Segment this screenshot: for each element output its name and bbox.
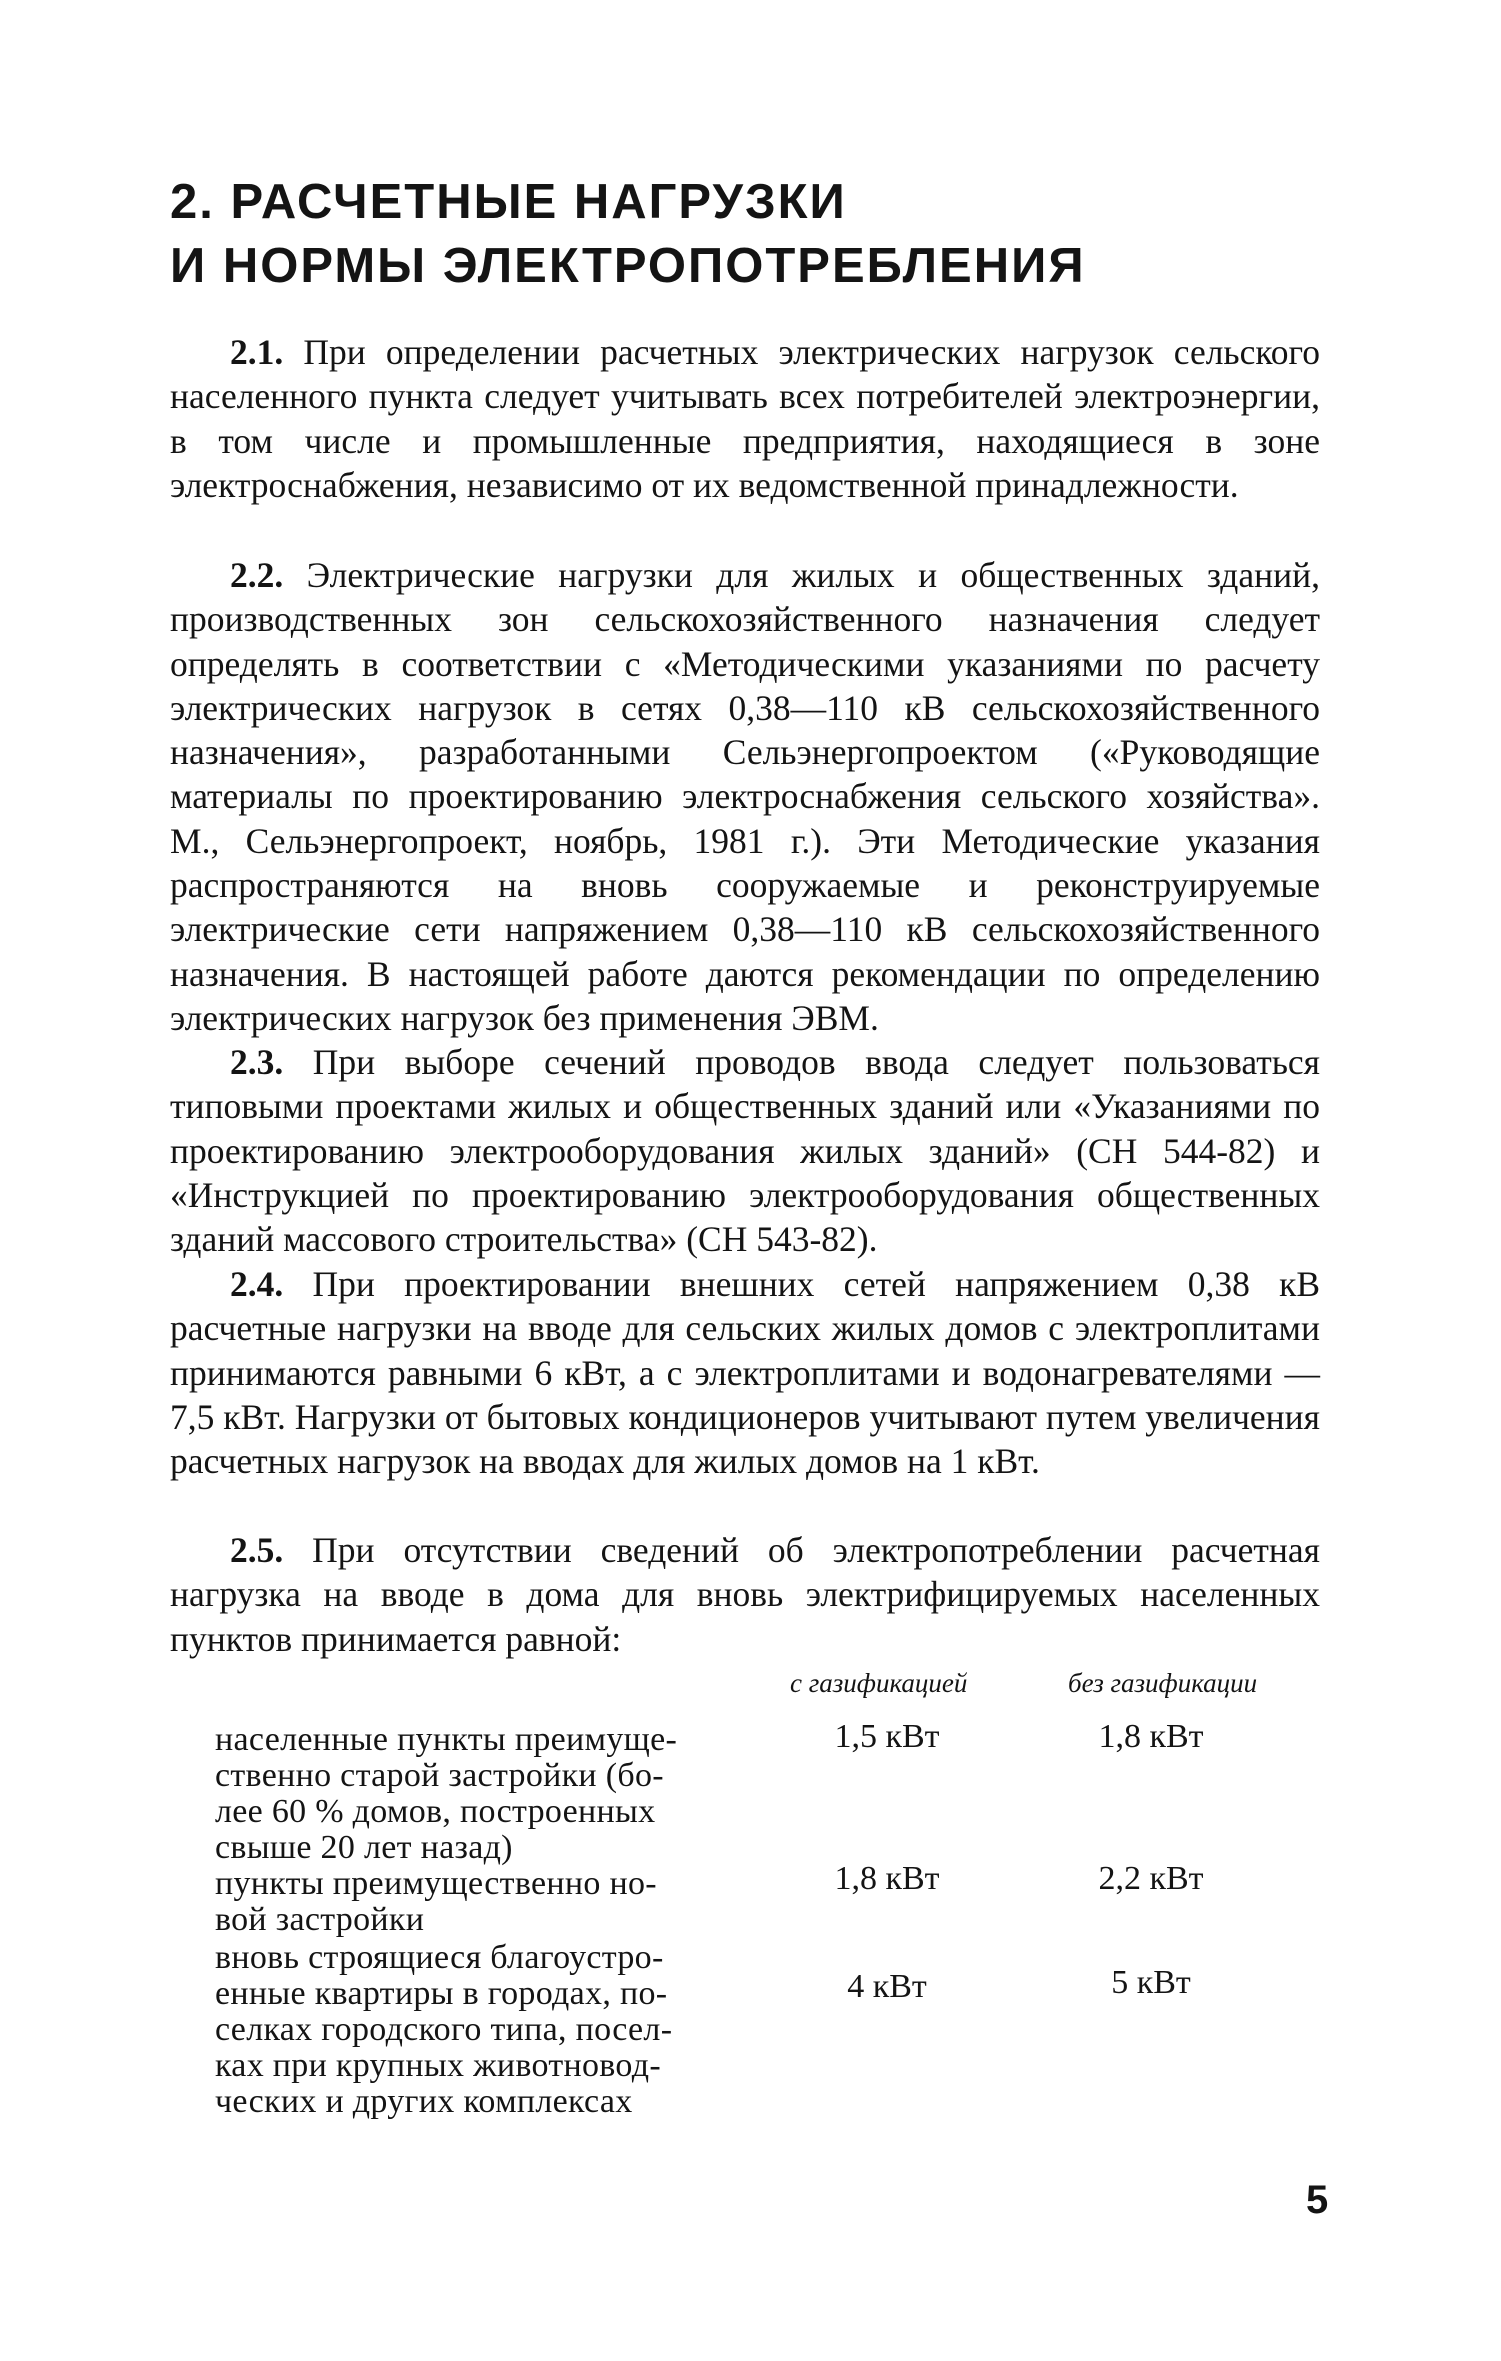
column-header-with-gas: с газификацией (790, 1668, 968, 1698)
paragraph-number: 2.3. (230, 1042, 284, 1082)
paragraph-2-4 (170, 1262, 1320, 1483)
paragraph-number: 2.1. (230, 332, 284, 372)
row-label-line: ках при крупных животновод- (215, 2047, 661, 2084)
paragraph-text: При проектировании внешних сетей напряжением 0,38 кВ расчетные нагрузки на вводе для сельских жилых домов с электроплитами принимаются равными 6 кВт, а с электроплитами и водонагревателями — 7,5 кВт. Нагрузки от бытовых кондиционеров учитывают путем увеличения расчетных нагрузок на вводах для жилых домов на 1 кВт. (170, 1264, 1320, 1482)
row-label-line: вой застройки (215, 1901, 425, 1938)
table-cell-without-gas: 5 кВт (1111, 1964, 1191, 2001)
paragraph-2-5 (170, 1528, 1320, 1661)
paragraph-2-1 (170, 330, 1320, 507)
table-cell-with-gas: 1,8 кВт (834, 1860, 940, 1897)
table-cell-without-gas: 2,2 кВт (1098, 1860, 1204, 1897)
row-label-line: ственно старой застройки (бо- (215, 1757, 664, 1794)
row-label-line: свыше 20 лет назад) (215, 1829, 513, 1866)
row-label-line: вновь строящиеся благоустро- (215, 1939, 664, 1976)
paragraph-number: 2.2. (230, 555, 284, 595)
paragraph-text: Электрические нагрузки для жилых и общественных зданий, производственных зон сельскохозяйственного назначения следует определять в соответствии с «Методическими указаниями по расчету электрических нагрузок в сетях 0,38—110 кВ сельскохозяйственного назначения», разработанными Сельэнергопроектом («Руководящие материалы по проектированию электроснабжения сельского хозяйства». М., Сельэнергопроект, ноябрь, 1981 г.). Эти Методические указания распространяются на вновь сооружаемые и реконструируемые электрические сети напряжением 0,38—110 кВ сельскохозяйственного назначения. В настоящей работе даются рекомендации по определению электрических нагрузок без применения ЭВМ. (170, 555, 1320, 1038)
heading-line-2: И НОРМЫ ЭЛЕКТРОПОТРЕБЛЕНИЯ (170, 239, 1086, 293)
row-label-line: селках городского типа, посел- (215, 2011, 673, 2048)
table-row-label (215, 1866, 740, 1938)
paragraph-number: 2.5. (230, 1530, 284, 1570)
row-label-line: населенные пункты преимуще- (215, 1721, 678, 1758)
row-label-line: пункты преимущественно но- (215, 1865, 657, 1902)
row-label-line: ческих и других комплексах (215, 2083, 633, 2120)
table-cell-with-gas: 4 кВт (847, 1968, 927, 2005)
table-row-label (215, 1722, 740, 1866)
paragraph-number: 2.4. (230, 1264, 284, 1304)
row-label-line: енные квартиры в городах, по- (215, 1975, 668, 2012)
column-header-without-gas: без газификации (1068, 1668, 1258, 1698)
paragraph-text: При отсутствии сведений об электропотреблении расчетная нагрузка на вводе в дома для вновь электрифицируемых населенных пунктов принимается равной: (170, 1530, 1320, 1659)
paragraph-2-3 (170, 1040, 1320, 1261)
page-number: 5 (1306, 2178, 1329, 2222)
row-label-line: лее 60 % домов, построенных (215, 1793, 656, 1830)
section-heading (170, 170, 1320, 298)
paragraph-text: При определении расчетных электрических нагрузок сельского населенного пункта следует учитывать всех потребителей электроэнергии, в том числе и промышленные предприятия, находящиеся в зоне электроснабжения, независимо от их ведомственной принадлежности. (170, 332, 1320, 505)
table-cell-with-gas: 1,5 кВт (834, 1718, 940, 1755)
paragraph-2-2 (170, 553, 1320, 1040)
heading-line-1: 2. РАСЧЕТНЫЕ НАГРУЗКИ (170, 175, 847, 229)
table-row-label (215, 1940, 740, 2120)
table-cell-without-gas: 1,8 кВт (1098, 1718, 1204, 1755)
paragraph-text: При выборе сечений проводов ввода следует пользоваться типовыми проектами жилых и общественных зданий или «Указаниями по проектированию электрооборудования жилых зданий» (СН 544-82) и «Инструкцией по проектированию электрооборудования общественных зданий массового строительства» (СН 543-82). (170, 1042, 1320, 1260)
